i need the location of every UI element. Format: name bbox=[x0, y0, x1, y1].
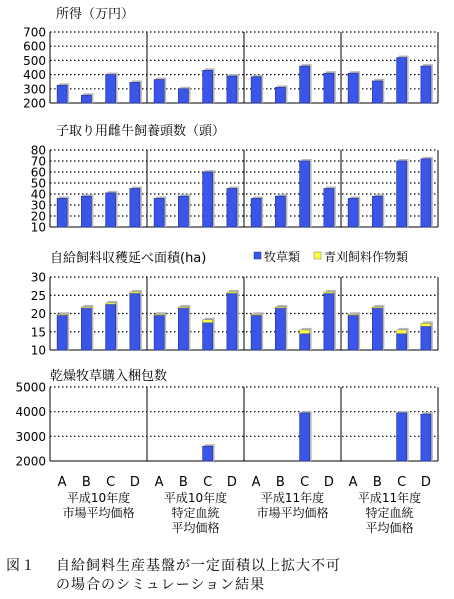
bar-secondary-4-A bbox=[348, 314, 358, 315]
y-tick-label: 60 bbox=[30, 165, 46, 180]
bar-4-3-C bbox=[300, 413, 310, 461]
bar-2-4-C bbox=[397, 161, 407, 227]
bar-1-4-D bbox=[421, 66, 431, 103]
x-tick-label: C bbox=[106, 475, 116, 490]
bar-secondary-3-C bbox=[300, 330, 310, 334]
group-label-1-line-1: 平成10年度 bbox=[66, 491, 131, 505]
bar-3-3-D bbox=[324, 293, 334, 350]
y-tick-label: 20 bbox=[30, 209, 46, 224]
x-tick-label: D bbox=[129, 475, 140, 490]
bar-3-3-C bbox=[300, 334, 310, 350]
panel-4-title: 乾燥牧草購入梱包数 bbox=[50, 369, 168, 384]
group-label-4-line-1: 平成11年度 bbox=[357, 491, 422, 505]
y-tick-label: 2000 bbox=[15, 454, 46, 469]
group-label-3-line-2: 市場平均価格 bbox=[256, 506, 329, 520]
legend-label-grass: 牧草類 bbox=[264, 250, 301, 264]
bar-secondary-3-B bbox=[275, 307, 285, 308]
bar-1-2-C bbox=[203, 70, 213, 103]
bar-secondary-1-C bbox=[106, 303, 116, 304]
group-label-4-line-3: 平均価格 bbox=[365, 521, 414, 535]
bar-secondary-2-C bbox=[203, 320, 213, 323]
bar-1-1-B bbox=[81, 95, 91, 103]
bar-1-2-B bbox=[178, 89, 188, 103]
bar-3-1-C bbox=[106, 304, 116, 350]
x-tick-label: B bbox=[81, 475, 91, 490]
bar-3-1-B bbox=[81, 308, 91, 350]
bar-secondary-3-D bbox=[324, 292, 334, 293]
x-tick-label: A bbox=[251, 475, 261, 490]
bar-3-4-A bbox=[348, 315, 358, 350]
group-label-2-line-2: 特定血統 bbox=[171, 506, 220, 520]
bar-3-4-B bbox=[372, 308, 382, 350]
x-tick-label: A bbox=[154, 475, 164, 490]
bar-1-3-B bbox=[275, 87, 285, 103]
bar-secondary-2-A bbox=[154, 314, 164, 315]
bar-secondary-2-D bbox=[227, 292, 237, 293]
y-tick-label: 3000 bbox=[15, 429, 46, 444]
figure-caption-text-1: 自給飼料生産基盤が一定面積以上拡大不可 bbox=[56, 558, 341, 574]
bar-3-2-C bbox=[203, 323, 213, 350]
bar-1-3-A bbox=[251, 77, 261, 103]
bar-1-4-C bbox=[397, 58, 407, 103]
group-label-1-line-2: 市場平均価格 bbox=[62, 506, 135, 520]
bar-secondary-4-D bbox=[421, 323, 431, 326]
panel-2-title: 子取り用雌牛飼養頭数（頭） bbox=[56, 124, 226, 139]
y-tick-label: 700 bbox=[23, 25, 46, 40]
bar-secondary-1-A bbox=[57, 314, 67, 315]
bar-1-1-D bbox=[130, 82, 140, 103]
bar-2-1-D bbox=[130, 189, 140, 228]
bar-3-1-A bbox=[57, 315, 67, 350]
y-tick-label: 30 bbox=[30, 270, 46, 285]
bar-secondary-4-C bbox=[397, 330, 407, 334]
panel-3 bbox=[31, 271, 438, 358]
bar-2-3-B bbox=[275, 196, 285, 227]
bar-secondary-3-A bbox=[251, 314, 261, 315]
y-tick-label: 500 bbox=[23, 53, 46, 68]
bar-2-3-C bbox=[300, 161, 310, 227]
bar-3-4-C bbox=[397, 334, 407, 350]
bar-2-4-D bbox=[421, 159, 431, 227]
legend-label-green-feed: 青刈飼料作物類 bbox=[324, 250, 409, 264]
x-tick-label: C bbox=[203, 475, 213, 490]
bar-secondary-4-B bbox=[372, 307, 382, 308]
figure-caption-line2: の場合のシミュレーション結果 bbox=[56, 577, 266, 593]
bar-2-1-C bbox=[106, 193, 116, 227]
bar-2-4-A bbox=[348, 198, 358, 227]
bar-1-3-D bbox=[324, 73, 334, 103]
bar-3-3-B bbox=[275, 308, 285, 350]
figure-caption-line1 bbox=[6, 555, 341, 575]
x-tick-label: A bbox=[57, 475, 67, 490]
x-tick-label: D bbox=[226, 475, 237, 490]
bar-secondary-2-B bbox=[178, 307, 188, 308]
panel-1 bbox=[23, 26, 438, 111]
bar-2-2-B bbox=[178, 196, 188, 227]
x-axis bbox=[58, 475, 431, 535]
group-label-3-line-1: 平成11年度 bbox=[260, 491, 325, 505]
x-tick-label: C bbox=[397, 475, 407, 490]
group-label-4-line-2: 特定血統 bbox=[365, 506, 414, 520]
bar-3-2-D bbox=[227, 293, 237, 350]
bar-4-4-D bbox=[421, 414, 431, 461]
bar-2-3-A bbox=[251, 198, 261, 227]
bar-secondary-1-D bbox=[130, 292, 140, 293]
legend bbox=[254, 249, 408, 264]
group-label-2-line-1: 平成10年度 bbox=[163, 491, 228, 505]
y-tick-label: 10 bbox=[30, 220, 46, 235]
bar-2-1-A bbox=[57, 198, 67, 227]
panel-3-title: 自給飼料収穫延べ面積(ha) bbox=[50, 251, 207, 266]
bar-1-2-D bbox=[227, 76, 237, 103]
x-tick-label: B bbox=[372, 475, 382, 490]
x-tick-label: D bbox=[323, 475, 334, 490]
y-tick-label: 70 bbox=[30, 154, 46, 169]
bar-1-3-C bbox=[300, 66, 310, 103]
panel-4 bbox=[15, 381, 438, 469]
bar-1-4-B bbox=[372, 81, 382, 103]
y-tick-label: 20 bbox=[30, 307, 46, 321]
y-tick-label: 600 bbox=[23, 39, 46, 54]
bar-2-2-D bbox=[227, 189, 237, 228]
y-tick-label: 50 bbox=[30, 176, 46, 191]
y-tick-label: 4000 bbox=[15, 405, 46, 420]
plots bbox=[15, 26, 438, 469]
bar-1-1-C bbox=[106, 75, 116, 103]
group-label-2-line-3: 平均価格 bbox=[171, 521, 220, 535]
y-tick-label: 300 bbox=[23, 82, 46, 97]
y-tick-label: 80 bbox=[30, 143, 46, 158]
bar-4-4-C bbox=[397, 413, 407, 461]
bar-3-2-B bbox=[178, 308, 188, 350]
y-tick-label: 5000 bbox=[15, 380, 46, 395]
bar-4-2-C bbox=[203, 446, 213, 461]
x-tick-label: B bbox=[275, 475, 285, 490]
bar-1-2-A bbox=[154, 80, 164, 103]
bar-2-2-C bbox=[203, 172, 213, 227]
bar-2-1-B bbox=[81, 196, 91, 227]
y-tick-label: 15 bbox=[30, 325, 46, 340]
bar-2-4-B bbox=[372, 196, 382, 227]
bar-3-3-A bbox=[251, 315, 261, 350]
y-tick-label: 25 bbox=[30, 288, 46, 303]
bar-2-3-D bbox=[324, 189, 334, 228]
y-tick-label: 200 bbox=[23, 96, 46, 111]
bar-1-1-A bbox=[57, 85, 67, 103]
x-tick-label: B bbox=[178, 475, 188, 490]
y-tick-label: 10 bbox=[30, 343, 46, 358]
bar-secondary-1-B bbox=[81, 307, 91, 308]
y-tick-label: 40 bbox=[30, 187, 46, 202]
x-tick-label: C bbox=[300, 475, 310, 490]
bar-1-4-A bbox=[348, 73, 358, 103]
legend-swatch-grass bbox=[254, 252, 261, 259]
legend-swatch-green-feed bbox=[314, 252, 321, 259]
bar-2-2-A bbox=[154, 198, 164, 227]
y-tick-label: 30 bbox=[30, 198, 46, 213]
x-tick-label: A bbox=[348, 475, 358, 490]
bar-3-1-D bbox=[130, 293, 140, 350]
figure-caption-label: 図１ bbox=[6, 558, 36, 574]
bar-3-2-A bbox=[154, 315, 164, 350]
panel-1-title: 所得（万円） bbox=[56, 7, 135, 22]
panel-2 bbox=[31, 144, 438, 235]
x-tick-label: D bbox=[420, 475, 431, 490]
bar-3-4-D bbox=[421, 326, 431, 350]
y-tick-label: 400 bbox=[23, 68, 46, 83]
